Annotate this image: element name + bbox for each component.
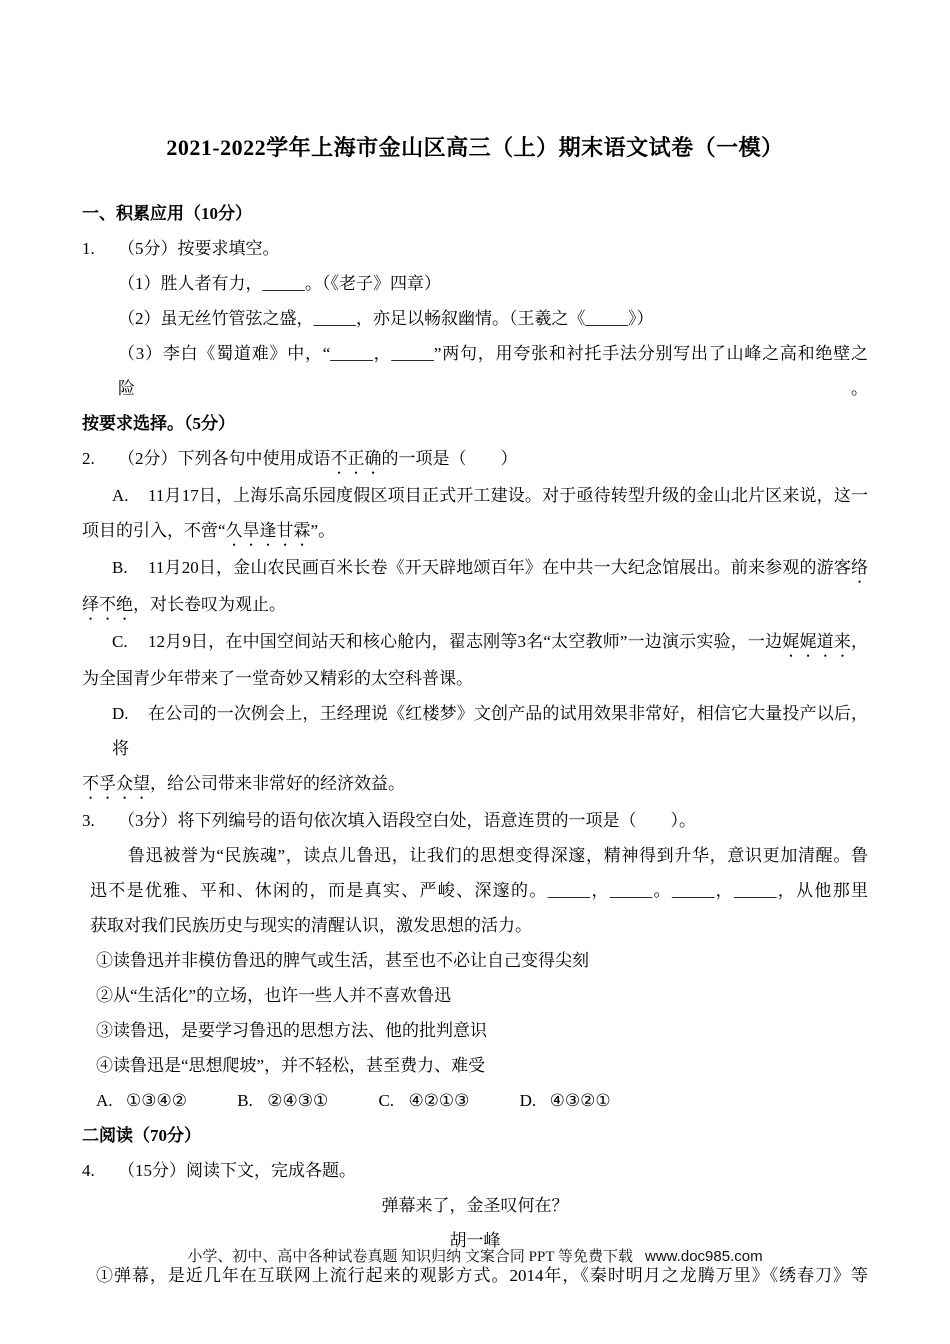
- footer-text: 小学、初中、高中各种试卷真题 知识归纳 文案合同 PPT 等免费下载: [187, 1249, 634, 1265]
- q3-choice-b-value: ②④③①: [267, 1091, 329, 1110]
- q2-option-b-label: B.: [112, 558, 128, 577]
- q4-number: 4.: [82, 1161, 95, 1180]
- q3-choice-a-value: ①③④②: [126, 1091, 187, 1110]
- essay-author: 胡一峰: [449, 1231, 501, 1250]
- q2-option-b-line1: [82, 550, 868, 587]
- q1-stem: [82, 231, 868, 266]
- q1-item-2: （2）虽无丝竹管弦之盛，_____，亦足以畅叙幽情。（王羲之《_____》）: [118, 309, 654, 328]
- q3-choices-row: [82, 1083, 868, 1118]
- q3-item-4: ④读鲁迅是“思想爬坡”，并不轻松，甚至费力、难受: [96, 1056, 486, 1075]
- section2-heading: 二阅读（70分）: [82, 1126, 201, 1145]
- q2-option-b-emphasis1: 络: [851, 558, 868, 577]
- essay-paragraph-1: ①弹幕，是近几年在互联网上流行起来的观影方式。2014年，《秦时明月之龙腾万里》《绣春刀》等: [96, 1266, 868, 1285]
- q3-choice-c-label: C.: [378, 1091, 395, 1110]
- q3-choice-b-label: B.: [237, 1091, 253, 1110]
- q3-item-1: ①读鲁迅并非模仿鲁迅的脾气或生活，甚至也不必让自己变得尖刻: [96, 951, 589, 970]
- q2-option-b-text: 11月20日，金山农民画百米长卷《开天辟地颂百年》在中共一大纪念馆展出。前来参观的游客: [148, 558, 851, 577]
- q3-choice-a-label: A.: [96, 1091, 113, 1110]
- q3-passage-line1: 鲁迅被誉为“民族魂”，读点儿鲁迅，让我们的思想变得深邃，精神得到升华，意识更加清醒。鲁: [128, 846, 868, 865]
- q3-passage-line3: 获取对我们民族历史与现实的清醒认识，激发思想的活力。: [90, 916, 532, 935]
- q2-option-d-text2: ，给公司带来非常好的经济效益。: [150, 774, 405, 793]
- q4-stem-text: （15分）阅读下文，完成各题。: [118, 1161, 356, 1180]
- q3-choice-a: [96, 1083, 187, 1118]
- q2-option-c-emphasis: 娓娓道来: [782, 632, 852, 651]
- q3-item-2: ②从“生活化”的立场，也许一些人并不喜欢鲁迅: [96, 986, 452, 1005]
- q2-option-c-line2: 为全国青少年带来了一堂奇妙又精彩的太空科普课。: [82, 669, 473, 688]
- q2-option-b-emphasis2: 绎不绝: [82, 595, 133, 614]
- q1-stem-text: （5分）按要求填空。: [118, 239, 280, 258]
- q2-option-c-text: 12月9日，在中国空间站天和核心舱内，翟志刚等3名“太空教师”一边演示实验，一边: [148, 632, 783, 651]
- q2-option-c-label: C.: [112, 632, 128, 651]
- q2-option-a-line1: [82, 478, 868, 513]
- essay-title: 弹幕来了，金圣叹何在？: [381, 1196, 569, 1215]
- q2-option-d-text: 在公司的一次例会上，王经理说《红楼梦》文创产品的试用效果非常好，相信它大量投产以后，将: [112, 704, 868, 758]
- q2-option-d-line2: [82, 766, 868, 803]
- q2-stem-emphasis: 不正确: [330, 449, 382, 468]
- q2-option-b-text2: ，对长卷叹为观止。: [133, 595, 286, 614]
- q2-option-d-line1: [82, 696, 868, 766]
- q2-stem-post: 的一项是（ ）: [381, 449, 518, 468]
- q2-number: 2.: [82, 449, 95, 468]
- q1-item-1: （1）胜人者有力，_____。（《老子》四章）: [118, 274, 441, 293]
- q3-stem-text: （3分）将下列编号的语句依次填入语段空白处，语意连贯的一项是（ ）。: [118, 811, 696, 830]
- q3-choice-d-value: ④③②①: [549, 1091, 611, 1110]
- q3-choice-c-value: ④②①③: [408, 1091, 470, 1110]
- q2-option-a-text: 11月17日，上海乐高乐园度假区项目正式开工建设。对于亟待转型升级的金山北片区来说，这一: [148, 486, 868, 505]
- footer-site-link[interactable]: www.doc985.com: [645, 1248, 763, 1265]
- q4-stem: [82, 1153, 868, 1188]
- q3-choice-d: [520, 1083, 611, 1118]
- q2-option-b-line2: [82, 587, 868, 624]
- q2-option-a-label: A.: [112, 486, 129, 505]
- q3-stem: [82, 803, 868, 838]
- q2-option-a-emphasis: 久旱逢甘霖: [225, 521, 311, 540]
- q2-option-d-label: D.: [112, 704, 129, 723]
- page-footer: [0, 1246, 950, 1268]
- q1-item-3: （3）李白《蜀道难》中，“_____，_____”两句，用夸张和衬托手法分别写出了山峰之高和绝壁之险。: [118, 344, 868, 398]
- q3-choice-d-label: D.: [519, 1091, 537, 1110]
- q2-option-d-emphasis: 不孚众望: [82, 774, 150, 793]
- q3-choice-b: [237, 1083, 328, 1118]
- q3-number: 3.: [82, 811, 95, 830]
- q2-option-a-line2: [82, 513, 868, 550]
- q2-stem: [82, 441, 868, 478]
- q2-option-a-text3: ”。: [310, 521, 336, 540]
- q1-number: 1.: [82, 239, 95, 258]
- doc-title: 2021-2022学年上海市金山区高三（上）期末语文试卷（一模）: [166, 135, 784, 160]
- q2-stem-pre: （2分）下列各句中使用成语: [118, 449, 331, 468]
- q2-option-a-text2: 项目的引入，不啻“: [82, 521, 226, 540]
- q3-choice-c: [378, 1083, 469, 1118]
- q3-item-3: ③读鲁迅，是要学习鲁迅的思想方法、他的批判意识: [96, 1021, 487, 1040]
- section1-subheading: 按要求选择。（5分）: [82, 414, 235, 433]
- q2-option-c-line1: [82, 624, 868, 661]
- section1-heading: 一、积累应用（10分）: [82, 204, 252, 223]
- q3-passage-line2: 迅不是优雅、平和、休闲的，而是真实、严峻、深邃的。_____，_____。_____，_____，从他那里: [90, 881, 868, 900]
- q2-option-c-text2: ，: [851, 632, 869, 651]
